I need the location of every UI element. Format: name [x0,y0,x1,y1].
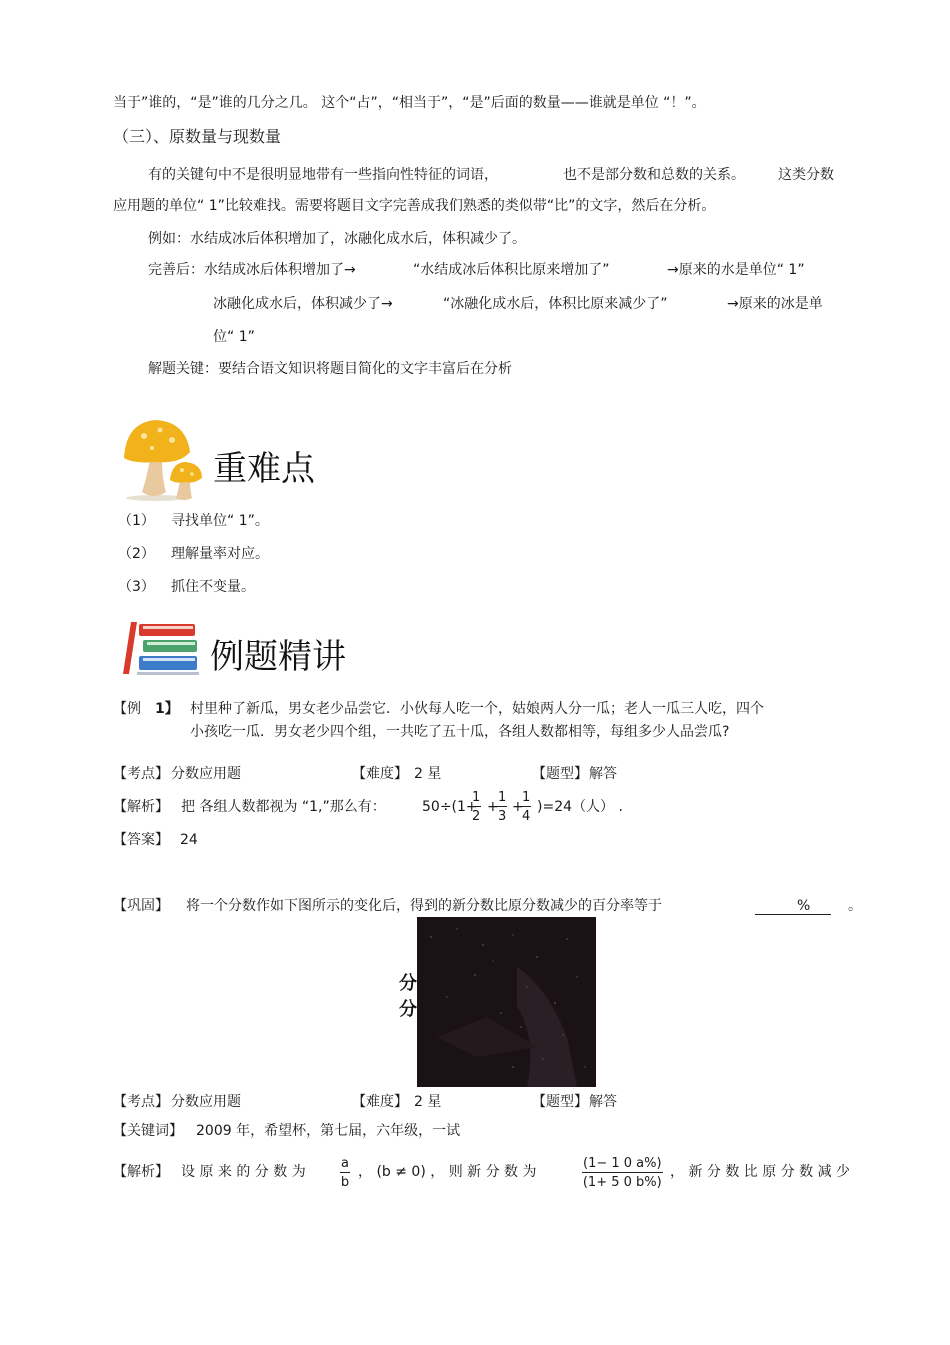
gonggu-tixing: 解答 [589,1094,617,1110]
ex1-kaodian: 分数应用题 [171,766,241,782]
section-heading: （三）、原数量与现数量 [113,127,282,146]
difficult-item-2-text: 理解量率对应。 [171,546,269,562]
example-line: 例如：水结成冰后体积增加了，冰融化成水后，体积减少了。 [148,231,526,247]
gonggu-keywords: 2009 年，希望杯，第七届，六年级，一试 [196,1123,461,1139]
ex1-formula-lead: 50÷(1+ [422,799,478,815]
gonggu-frac-ab-den: b [340,1172,350,1189]
improved2-line-c: →原来的冰是单 [727,296,823,312]
ex1-tixing-label: 【题型】 [532,766,588,782]
ex1-formula-tail: )=24（人） . [537,799,623,815]
difficult-item-1-text: 寻找单位“ 1”。 [171,513,269,529]
ex1-frac-1-den: 2 [471,806,481,823]
mushroom-icon [120,418,206,502]
books-icon [115,618,201,678]
ex1-frac-3 [521,791,531,823]
para-line-1b: 也不是部分数和总数的关系。 [563,167,745,183]
gonggu-blank-percent: % [797,898,811,914]
gonggu-frac-new-den: (1+ 5 0 b%) [582,1172,663,1189]
gonggu-frac-ab-num: a [341,1156,349,1171]
gonggu-frac-new-num: (1− 1 0 a%) [583,1156,662,1171]
gonggu-jiexi-c: ， 新 分 数 比 原 分 数 减 少 [670,1164,851,1180]
gonggu-kaodian-label: 【考点】 [113,1094,169,1110]
gonggu-kaodian: 分数应用题 [171,1094,241,1110]
gonggu-jiexi-b: ， (b ≠ 0) ， 则 新 分 数 为 [358,1164,537,1180]
improved-line-c: →原来的水是单位“ 1” [667,262,805,278]
difficult-item-3-text: 抓住不变量。 [171,579,255,595]
improved2-line-b: “冰融化成水后，体积比原来减少了” [443,296,668,312]
examples-title: 例题精讲 [210,637,346,677]
ex1-frac-1 [471,791,481,823]
ex1-frac-2-den: 3 [497,806,507,823]
para-line-1c: 这类分数 [778,167,834,183]
image-side-text-2: 分 [399,999,417,1020]
ex1-line-1: 村里种了新瓜，男女老少品尝它．小伙每人吃一个，姑娘两人分一瓜；老人一瓜三人吃，四个 [190,701,764,717]
gonggu-nandu: 2 星 [414,1094,442,1110]
gonggu-frac-ab [340,1157,350,1189]
ex1-num: 1】 [155,701,179,717]
ex1-answer: 24 [180,832,198,848]
improved-line-b: “水结成冰后体积比原来增加了” [413,262,610,278]
ex1-plus-2: + [512,799,524,815]
improved2-line-a: 冰融化成水后，体积减少了→ [213,296,393,312]
ex1-kaodian-label: 【考点】 [113,766,169,782]
ex1-jiexi-text: 把 各组人数都视为 “1,”那么有： [181,799,386,815]
gonggu-label: 【巩固】 [113,898,169,914]
ex1-answer-label: 【答案】 [113,832,169,848]
para-line-2: 应用题的单位“ 1”比较难找。需要将题目文字完善成我们熟悉的类似带“比”的文字，然后在分析。 [113,198,716,214]
gonggu-nandu-label: 【难度】 [352,1094,408,1110]
gonggu-end: 。 [848,898,862,914]
gonggu-answer-blank[interactable] [755,896,831,915]
ex1-frac-2-num: 1 [498,790,507,805]
gonggu-frac-new [582,1157,663,1189]
improved3-line: 位“ 1” [213,329,255,345]
ex1-line-2: 小孩吃一瓜．男女老少四个组，一共吃了五十瓜，各组人数都相等，每组多少人品尝瓜? [190,724,730,740]
ex1-frac-2 [497,791,507,823]
ex1-plus-1: + [487,799,499,815]
difficult-item-2-num: （2） [118,546,155,562]
key-line: 解题关键：要结合语文知识将题目简化的文字丰富后在分析 [148,361,512,377]
intro-line: 当于”谁的，“是”谁的几分之几。 这个“占”，“相当于”，“是”后面的数量——谁就是单位 “！”。 [113,95,706,111]
fraction-change-image [417,917,596,1087]
ex1-frac-1-num: 1 [472,790,481,805]
gonggu-keywords-label: 【关键词】 [113,1123,183,1139]
improved-line-a: 完善后：水结成冰后体积增加了→ [148,262,356,278]
difficult-item-3-num: （3） [118,579,155,595]
ex1-nandu: 2 星 [414,766,442,782]
difficult-item-1-num: （1） [118,513,155,529]
ex1-frac-3-num: 1 [522,790,531,805]
gonggu-jiexi-label: 【解析】 [113,1164,169,1180]
image-side-text-1: 分 [399,973,417,994]
ex1-frac-3-den: 4 [521,806,531,823]
image-speckle [417,917,596,1087]
ex1-nandu-label: 【难度】 [352,766,408,782]
gonggu-jiexi-a: 设 原 来 的 分 数 为 [181,1164,306,1180]
gonggu-tixing-label: 【题型】 [532,1094,588,1110]
ex1-jiexi-label: 【解析】 [113,799,169,815]
ex1-tag: 【例 [113,701,141,717]
ex1-tixing: 解答 [589,766,617,782]
gonggu-text: 将一个分数作如下图所示的变化后，得到的新分数比原分数减少的百分率等于 [186,898,662,914]
difficult-title: 重难点 [213,449,315,489]
para-line-1a: 有的关键句中不是很明显地带有一些指向性特征的词语， [148,167,498,183]
